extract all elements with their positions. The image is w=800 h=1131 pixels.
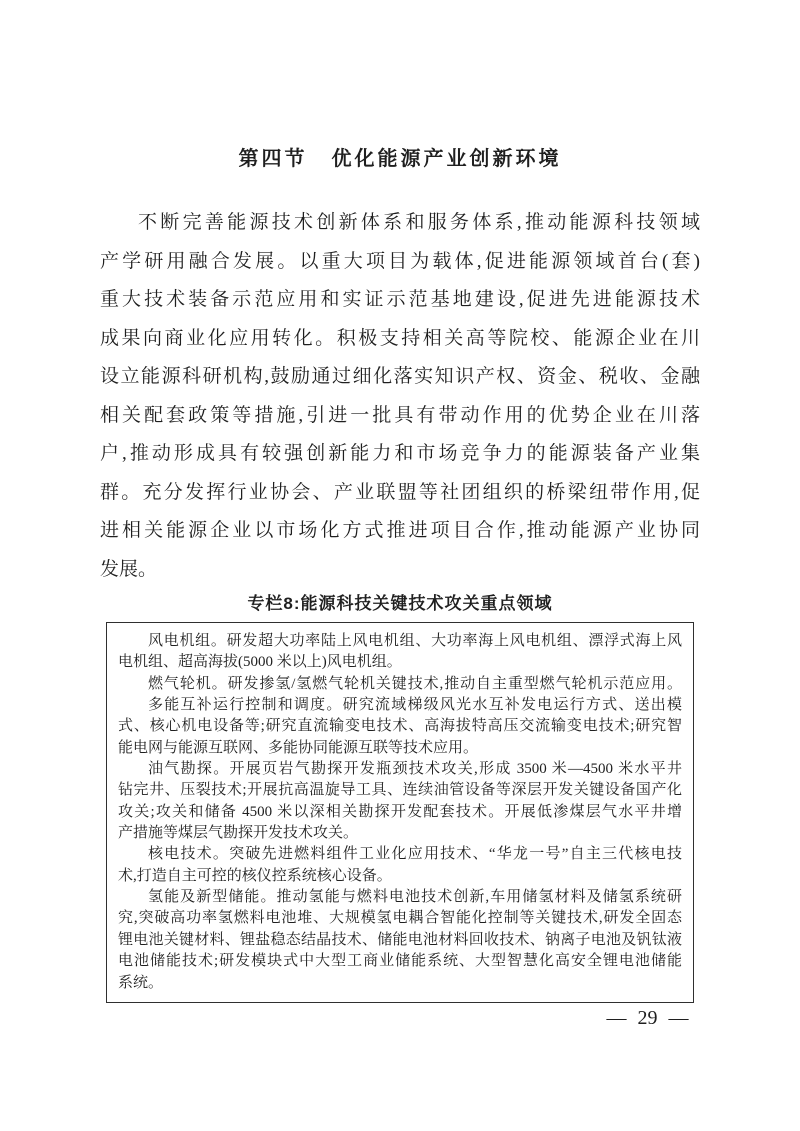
text-line: 究,突破高功率氢燃料电池堆、大规模氢电耦合智能化控制等关键技术,研发全固态 — [118, 910, 682, 927]
page-number: — 29 — — [606, 1007, 689, 1029]
text-line: 户,推动形成具有较强创新能力和市场竞争力的能源装备产业集 — [100, 443, 700, 464]
text-line: 相关配套政策等措施,引进一批具有带动作用的优势企业在川落 — [100, 404, 700, 426]
text-line: 能电网与能源互联网、多能协同能源互联等技术应用。 — [118, 739, 479, 756]
section-heading — [100, 142, 700, 171]
text-line: 进相关能源企业以市场化方式推进项目合作,推动能源产业协同 — [100, 520, 700, 541]
box-paragraph — [118, 674, 682, 695]
text-line: 电机组、超高海拔(5000 米以上)风电机组。 — [118, 654, 402, 671]
text-line: 钻完井、压裂技术;开展抗高温旋导工具、连续油管设备等深层开发关键设备国产化 — [118, 782, 682, 799]
text-line: 核电技术。突破先进燃料组件工业化应用技术、“华龙一号”自主三代核电技 — [148, 846, 682, 863]
text-line: 燃气轮机。研发掺氢/氢燃气轮机关键技术,推动自主重型燃气轮机示范应用。 — [148, 675, 682, 692]
text-line: 不断完善能源技术创新体系和服务体系,推动能源科技领域 — [138, 212, 700, 233]
text-line: 成果向商业化应用转化。积极支持相关高等院校、能源企业在川 — [100, 327, 700, 349]
text-line: 锂电池关键材料、锂盐稳态结晶技术、储能电池材料回收技术、钠离子电池及钒钛液 — [118, 931, 682, 948]
text-line: 产学研用融合发展。以重大项目为载体,促进能源领域首台(套) — [100, 250, 700, 272]
text-line: 重大技术装备示范应用和实证示范基地建设,促进先进能源技术 — [100, 289, 700, 310]
text-line: 群。充分发挥行业协会、产业联盟等社团组织的桥梁纽带作用,促 — [100, 481, 700, 503]
text-line: 氢能及新型储能。推动氢能与燃料电池技术创新,车用储氢材料及储氢系统研 — [148, 889, 682, 906]
text-line: 系统。 — [118, 974, 164, 991]
body-paragraph — [100, 204, 700, 589]
box-paragraph — [118, 887, 682, 994]
feature-box — [106, 622, 694, 1003]
text-line: 产措施等煤层气勘探开发技术攻关。 — [118, 825, 359, 842]
box-paragraph — [118, 759, 682, 844]
box-paragraph — [118, 695, 682, 759]
box-paragraph — [118, 844, 682, 887]
section-title-text: 优化能源产业创新环境 — [331, 148, 562, 170]
feature-box-title: 专栏8:能源科技关键技术攻关重点领域 — [247, 594, 553, 613]
text-line: 电池储能技术;研发模块式中大型工商业储能系统、大型智慧化高安全锂电池储能 — [118, 953, 682, 970]
text-line: 油气勘探。开展页岩气勘探开发瓶颈技术攻关,形成 3500 米—4500 米水平井 — [148, 761, 682, 778]
text-line: 风电机组。研发超大功率陆上风电机组、大功率海上风电机组、漂浮式海上风 — [148, 633, 682, 649]
text-line: 设立能源科研机构,鼓励通过细化落实知识产权、资金、税收、金融 — [100, 366, 700, 387]
text-line: 发展。 — [100, 558, 158, 580]
text-line: 攻关;攻关和储备 4500 米以深相关勘探开发配套技术。开展低渗煤层气水平井增 — [118, 803, 682, 820]
text-line: 多能互补运行控制和调度。研究流域梯级风光水互补发电运行方式、送出模 — [148, 697, 682, 714]
text-line: 式、核心机电设备等;研究直流输变电技术、高海拔特高压交流输变电技术;研究智 — [118, 718, 682, 735]
section-number: 第四节 — [238, 148, 308, 170]
box-paragraph — [118, 631, 682, 674]
text-line: 术,打造自主可控的核仪控系统核心设备。 — [118, 867, 392, 884]
